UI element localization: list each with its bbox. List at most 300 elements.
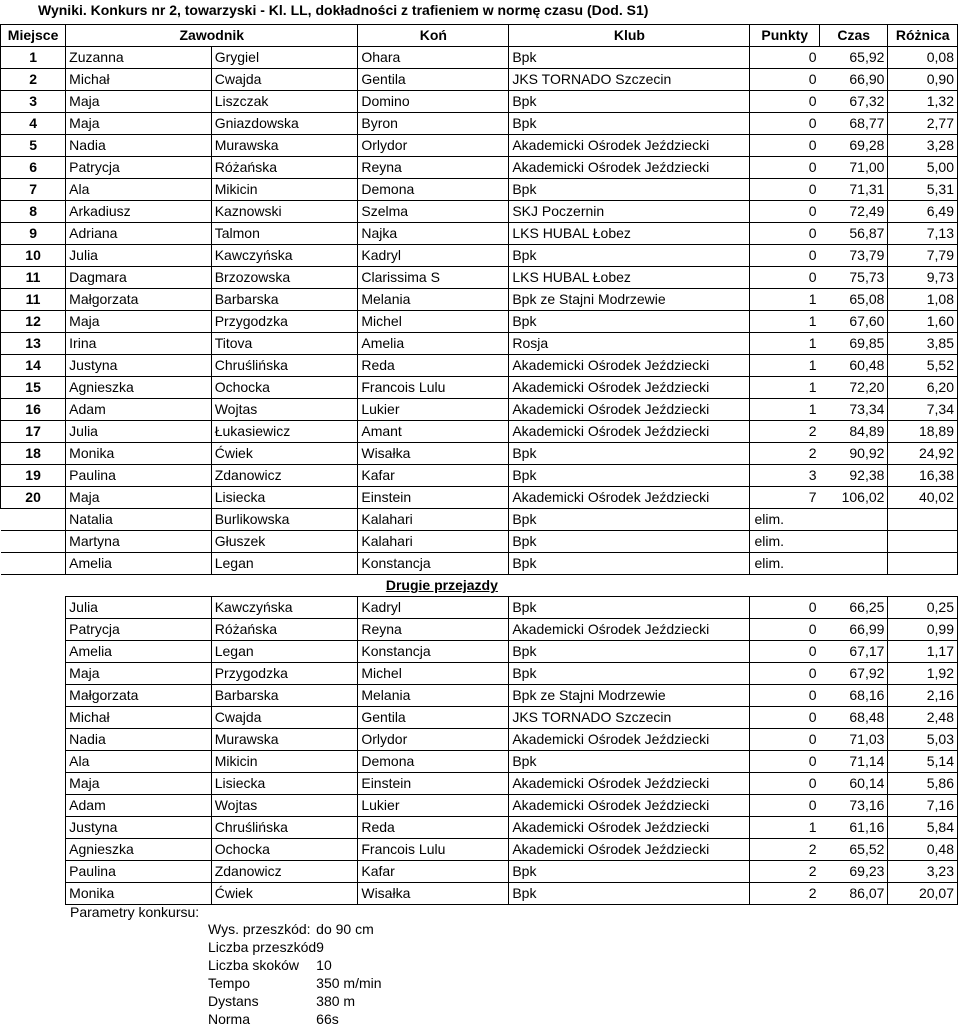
diff-cell: 9,73	[888, 267, 958, 289]
time-cell: 61,16	[820, 817, 888, 839]
club-name: Akademicki Ośrodek Jeździecki	[509, 421, 750, 443]
club-name: Akademicki Ośrodek Jeździecki	[509, 487, 750, 509]
rider-first-name: Michał	[66, 707, 212, 729]
horse-name: Clarissima S	[358, 267, 509, 289]
empty-place-cell	[1, 663, 66, 685]
rider-first-name: Patrycja	[66, 619, 212, 641]
horse-name: Wisałka	[358, 883, 509, 905]
club-name: Akademicki Ośrodek Jeździecki	[509, 773, 750, 795]
diff-cell: 0,08	[888, 47, 958, 69]
diff-cell: 3,28	[888, 135, 958, 157]
rider-last-name: Cwajda	[211, 707, 358, 729]
second-round-row	[1, 663, 958, 685]
rider-first-name: Adriana	[66, 223, 212, 245]
horse-name: Demona	[358, 179, 509, 201]
points-cell: 1	[750, 311, 820, 333]
horse-name: Wisałka	[358, 443, 509, 465]
rider-last-name: Titova	[211, 333, 358, 355]
points-cell: 1	[750, 817, 820, 839]
rider-first-name: Julia	[66, 597, 212, 619]
result-row	[1, 355, 958, 377]
time-cell: 71,03	[820, 729, 888, 751]
time-cell: 73,34	[820, 399, 888, 421]
parameter-row	[208, 1010, 382, 1028]
time-cell	[820, 553, 888, 575]
parameter-row	[208, 920, 382, 938]
rider-last-name: Łukasiewicz	[211, 421, 358, 443]
points-cell: 2	[750, 861, 820, 883]
time-cell: 67,17	[820, 641, 888, 663]
document-title: Wyniki. Konkurs nr 2, towarzyski - Kl. LL, dokładności z trafieniem w normę czasu (Dod. S1)	[38, 2, 649, 18]
parameter-name: Tempo	[208, 975, 251, 991]
parameter-row	[208, 992, 382, 1010]
parameter-value: 380 m	[316, 993, 356, 1009]
points-cell: 0	[750, 795, 820, 817]
diff-cell: 5,84	[888, 817, 958, 839]
time-cell: 72,49	[820, 201, 888, 223]
diff-cell: 18,89	[888, 421, 958, 443]
diff-cell: 2,77	[888, 113, 958, 135]
points-cell: elim.	[750, 509, 820, 531]
club-name: Bpk	[509, 531, 750, 553]
points-cell: 1	[750, 333, 820, 355]
parameter-value: 66s	[316, 1011, 339, 1027]
result-row	[1, 91, 958, 113]
rider-last-name: Grygiel	[211, 47, 358, 69]
diff-cell: 0,90	[888, 69, 958, 91]
diff-cell: 2,48	[888, 707, 958, 729]
rider-first-name: Julia	[66, 245, 212, 267]
rider-last-name: Ćwiek	[211, 883, 358, 905]
time-cell: 68,77	[820, 113, 888, 135]
diff-cell: 6,20	[888, 377, 958, 399]
rider-last-name: Gniazdowska	[211, 113, 358, 135]
club-name: Bpk ze Stajni Modrzewie	[509, 685, 750, 707]
rider-first-name: Ala	[66, 179, 212, 201]
diff-cell: 6,49	[888, 201, 958, 223]
time-cell: 66,25	[820, 597, 888, 619]
header-rider: Zawodnik	[66, 25, 358, 47]
rider-last-name: Lisiecka	[211, 487, 358, 509]
rider-last-name: Zdanowicz	[211, 465, 358, 487]
club-name: Bpk	[509, 553, 750, 575]
club-name: Akademicki Ośrodek Jeździecki	[509, 399, 750, 421]
empty-place-cell	[1, 729, 66, 751]
parameter-name: Liczba skoków	[208, 957, 300, 973]
parameter-row	[208, 974, 382, 992]
second-round-row	[1, 641, 958, 663]
points-cell: 7	[750, 487, 820, 509]
club-name: Akademicki Ośrodek Jeździecki	[509, 135, 750, 157]
rider-last-name: Murawska	[211, 729, 358, 751]
points-cell: 2	[750, 443, 820, 465]
horse-name: Najka	[358, 223, 509, 245]
second-round-row	[1, 883, 958, 905]
rider-last-name: Różańska	[211, 157, 358, 179]
place-cell: 13	[1, 333, 66, 355]
rider-last-name: Murawska	[211, 135, 358, 157]
place-cell	[1, 531, 66, 553]
horse-name: Francois Lulu	[358, 839, 509, 861]
result-row	[1, 311, 958, 333]
horse-name: Michel	[358, 311, 509, 333]
points-cell: 0	[750, 619, 820, 641]
time-cell: 92,38	[820, 465, 888, 487]
diff-cell: 1,60	[888, 311, 958, 333]
points-cell: 0	[750, 223, 820, 245]
points-cell: 0	[750, 91, 820, 113]
time-cell: 73,16	[820, 795, 888, 817]
diff-cell: 5,14	[888, 751, 958, 773]
time-cell: 71,14	[820, 751, 888, 773]
result-row	[1, 69, 958, 91]
parameters-table	[208, 920, 382, 1028]
second-round-row	[1, 817, 958, 839]
place-cell: 6	[1, 157, 66, 179]
empty-place-cell	[1, 641, 66, 663]
diff-cell: 1,92	[888, 663, 958, 685]
club-name: Bpk	[509, 597, 750, 619]
time-cell: 86,07	[820, 883, 888, 905]
rider-last-name: Przygodzka	[211, 311, 358, 333]
time-cell: 72,20	[820, 377, 888, 399]
empty-place-cell	[1, 795, 66, 817]
horse-name: Lukier	[358, 399, 509, 421]
diff-cell	[888, 531, 958, 553]
result-row	[1, 443, 958, 465]
rider-last-name: Głuszek	[211, 531, 358, 553]
empty-place-cell	[1, 773, 66, 795]
place-cell: 11	[1, 289, 66, 311]
diff-cell: 0,25	[888, 597, 958, 619]
place-cell	[1, 553, 66, 575]
horse-name: Francois Lulu	[358, 377, 509, 399]
points-cell: 3	[750, 465, 820, 487]
place-cell: 7	[1, 179, 66, 201]
rider-last-name: Ochocka	[211, 377, 358, 399]
club-name: Rosja	[509, 333, 750, 355]
result-row	[1, 377, 958, 399]
empty-place-cell	[1, 751, 66, 773]
rider-first-name: Dagmara	[66, 267, 212, 289]
rider-last-name: Talmon	[211, 223, 358, 245]
points-cell: 0	[750, 773, 820, 795]
diff-cell: 3,23	[888, 861, 958, 883]
horse-name: Kafar	[358, 465, 509, 487]
rider-first-name: Monika	[66, 443, 212, 465]
diff-cell: 0,99	[888, 619, 958, 641]
rider-last-name: Kawczyńska	[211, 597, 358, 619]
rider-first-name: Maja	[66, 487, 212, 509]
time-cell: 68,48	[820, 707, 888, 729]
rider-first-name: Maja	[66, 91, 212, 113]
place-cell: 16	[1, 399, 66, 421]
points-cell: elim.	[750, 531, 820, 553]
rider-last-name: Wojtas	[211, 795, 358, 817]
diff-cell: 5,86	[888, 773, 958, 795]
place-cell: 14	[1, 355, 66, 377]
club-name: Akademicki Ośrodek Jeździecki	[509, 157, 750, 179]
time-cell: 84,89	[820, 421, 888, 443]
parameter-row	[208, 938, 382, 956]
second-round-row	[1, 685, 958, 707]
diff-cell: 2,16	[888, 685, 958, 707]
result-row	[1, 531, 958, 553]
time-cell: 65,52	[820, 839, 888, 861]
parameter-value: 350 m/min	[316, 975, 382, 991]
points-cell: 0	[750, 113, 820, 135]
empty-place-cell	[1, 861, 66, 883]
empty-place-cell	[1, 883, 66, 905]
result-row	[1, 333, 958, 355]
time-cell: 75,73	[820, 267, 888, 289]
points-cell: 1	[750, 355, 820, 377]
empty-place-cell	[1, 685, 66, 707]
result-row	[1, 509, 958, 531]
rider-last-name: Chruślińska	[211, 817, 358, 839]
rider-last-name: Przygodzka	[211, 663, 358, 685]
club-name: JKS TORNADO Szczecin	[509, 707, 750, 729]
diff-cell: 20,07	[888, 883, 958, 905]
result-row	[1, 157, 958, 179]
parameter-name: Liczba przeszkód	[208, 939, 317, 955]
points-cell: 2	[750, 883, 820, 905]
place-cell: 1	[1, 47, 66, 69]
time-cell: 69,23	[820, 861, 888, 883]
place-cell: 10	[1, 245, 66, 267]
diff-cell: 24,92	[888, 443, 958, 465]
horse-name: Michel	[358, 663, 509, 685]
rider-last-name: Chruślińska	[211, 355, 358, 377]
result-row	[1, 399, 958, 421]
horse-name: Kafar	[358, 861, 509, 883]
rider-first-name: Paulina	[66, 861, 212, 883]
horse-name: Melania	[358, 289, 509, 311]
horse-name: Kadryl	[358, 245, 509, 267]
rider-last-name: Ćwiek	[211, 443, 358, 465]
empty-place-cell	[1, 597, 66, 619]
horse-name: Amant	[358, 421, 509, 443]
points-cell: 0	[750, 47, 820, 69]
club-name: Akademicki Ośrodek Jeździecki	[509, 619, 750, 641]
diff-cell: 7,79	[888, 245, 958, 267]
club-name: Bpk	[509, 663, 750, 685]
time-cell: 68,16	[820, 685, 888, 707]
result-row	[1, 47, 958, 69]
horse-name: Melania	[358, 685, 509, 707]
result-row	[1, 289, 958, 311]
rider-first-name: Martyna	[66, 531, 212, 553]
result-row	[1, 179, 958, 201]
club-name: Bpk	[509, 465, 750, 487]
time-cell: 66,99	[820, 619, 888, 641]
place-cell	[1, 509, 66, 531]
place-cell: 8	[1, 201, 66, 223]
rider-first-name: Adam	[66, 399, 212, 421]
second-round-row	[1, 751, 958, 773]
points-cell: 2	[750, 839, 820, 861]
rider-last-name: Lisiecka	[211, 773, 358, 795]
horse-name: Orlydor	[358, 135, 509, 157]
club-name: Bpk	[509, 245, 750, 267]
club-name: Bpk	[509, 91, 750, 113]
club-name: LKS HUBAL Łobez	[509, 223, 750, 245]
diff-cell: 16,38	[888, 465, 958, 487]
parameter-name: Dystans	[208, 993, 259, 1009]
diff-cell: 5,52	[888, 355, 958, 377]
rider-last-name: Mikicin	[211, 179, 358, 201]
place-cell: 17	[1, 421, 66, 443]
club-name: Akademicki Ośrodek Jeździecki	[509, 377, 750, 399]
rider-last-name: Ochocka	[211, 839, 358, 861]
diff-cell: 0,48	[888, 839, 958, 861]
parameter-row	[208, 956, 382, 974]
points-cell: 0	[750, 685, 820, 707]
horse-name: Kalahari	[358, 531, 509, 553]
second-round-row	[1, 597, 958, 619]
rider-first-name: Małgorzata	[66, 289, 212, 311]
club-name: SKJ Poczernin	[509, 201, 750, 223]
parameter-name: Norma	[208, 1011, 251, 1027]
rider-first-name: Monika	[66, 883, 212, 905]
time-cell: 71,00	[820, 157, 888, 179]
diff-cell	[888, 509, 958, 531]
place-cell: 15	[1, 377, 66, 399]
points-cell: 0	[750, 707, 820, 729]
rider-last-name: Brzozowska	[211, 267, 358, 289]
horse-name: Domino	[358, 91, 509, 113]
time-cell: 65,92	[820, 47, 888, 69]
rider-first-name: Amelia	[66, 553, 212, 575]
rider-first-name: Justyna	[66, 817, 212, 839]
second-round-row	[1, 729, 958, 751]
diff-cell: 40,02	[888, 487, 958, 509]
rider-last-name: Barbarska	[211, 289, 358, 311]
second-round-row	[1, 619, 958, 641]
second-round-row	[1, 861, 958, 883]
horse-name: Byron	[358, 113, 509, 135]
header-club: Klub	[509, 25, 750, 47]
rider-last-name: Barbarska	[211, 685, 358, 707]
rider-first-name: Michał	[66, 69, 212, 91]
horse-name: Amelia	[358, 333, 509, 355]
points-cell: 0	[750, 179, 820, 201]
rider-last-name: Cwajda	[211, 69, 358, 91]
header-time: Czas	[820, 25, 888, 47]
diff-cell: 1,32	[888, 91, 958, 113]
club-name: Bpk ze Stajni Modrzewie	[509, 289, 750, 311]
horse-name: Lukier	[358, 795, 509, 817]
club-name: JKS TORNADO Szczecin	[509, 69, 750, 91]
club-name: Bpk	[509, 509, 750, 531]
points-cell: 0	[750, 135, 820, 157]
header-row	[1, 25, 958, 47]
club-name: Bpk	[509, 443, 750, 465]
rider-first-name: Patrycja	[66, 157, 212, 179]
diff-cell	[888, 553, 958, 575]
place-cell: 5	[1, 135, 66, 157]
rider-last-name: Mikicin	[211, 751, 358, 773]
result-row	[1, 267, 958, 289]
place-cell: 20	[1, 487, 66, 509]
rider-first-name: Maja	[66, 311, 212, 333]
time-cell: 60,48	[820, 355, 888, 377]
header-diff: Różnica	[888, 25, 958, 47]
points-cell: 1	[750, 377, 820, 399]
horse-name: Konstancja	[358, 641, 509, 663]
rider-first-name: Małgorzata	[66, 685, 212, 707]
club-name: Akademicki Ośrodek Jeździecki	[509, 817, 750, 839]
time-cell	[820, 531, 888, 553]
place-cell: 12	[1, 311, 66, 333]
second-round-row	[1, 795, 958, 817]
club-name: Bpk	[509, 861, 750, 883]
horse-name: Konstancja	[358, 553, 509, 575]
result-row	[1, 201, 958, 223]
time-cell: 56,87	[820, 223, 888, 245]
club-name: Bpk	[509, 179, 750, 201]
result-row	[1, 135, 958, 157]
horse-name: Einstein	[358, 487, 509, 509]
time-cell: 69,28	[820, 135, 888, 157]
results-table	[0, 24, 958, 905]
diff-cell: 5,00	[888, 157, 958, 179]
horse-name: Einstein	[358, 773, 509, 795]
horse-name: Reda	[358, 817, 509, 839]
place-cell: 18	[1, 443, 66, 465]
second-rounds-title: Drugie przejazdy	[385, 577, 498, 593]
result-row	[1, 421, 958, 443]
time-cell: 90,92	[820, 443, 888, 465]
points-cell: 0	[750, 751, 820, 773]
points-cell: 2	[750, 421, 820, 443]
rider-last-name: Burlikowska	[211, 509, 358, 531]
rider-first-name: Irina	[66, 333, 212, 355]
rider-first-name: Amelia	[66, 641, 212, 663]
points-cell: 0	[750, 245, 820, 267]
rider-last-name: Różańska	[211, 619, 358, 641]
parameter-value: 10	[316, 957, 332, 973]
place-cell: 4	[1, 113, 66, 135]
header-place: Miejsce	[1, 25, 66, 47]
header-points: Punkty	[750, 25, 820, 47]
club-name: Bpk	[509, 311, 750, 333]
rider-last-name: Liszczak	[211, 91, 358, 113]
rider-first-name: Agnieszka	[66, 377, 212, 399]
club-name: Bpk	[509, 47, 750, 69]
time-cell: 66,90	[820, 69, 888, 91]
rider-first-name: Nadia	[66, 135, 212, 157]
rider-first-name: Agnieszka	[66, 839, 212, 861]
diff-cell: 5,31	[888, 179, 958, 201]
result-row	[1, 465, 958, 487]
horse-name: Ohara	[358, 47, 509, 69]
rider-first-name: Ala	[66, 751, 212, 773]
points-cell: 0	[750, 641, 820, 663]
rider-first-name: Arkadiusz	[66, 201, 212, 223]
place-cell: 2	[1, 69, 66, 91]
header-horse: Koń	[358, 25, 509, 47]
horse-name: Reyna	[358, 619, 509, 641]
place-cell: 9	[1, 223, 66, 245]
second-round-row	[1, 839, 958, 861]
rider-first-name: Maja	[66, 773, 212, 795]
club-name: Bpk	[509, 751, 750, 773]
rider-first-name: Maja	[66, 663, 212, 685]
points-cell: elim.	[750, 553, 820, 575]
points-cell: 0	[750, 201, 820, 223]
club-name: Akademicki Ośrodek Jeździecki	[509, 355, 750, 377]
